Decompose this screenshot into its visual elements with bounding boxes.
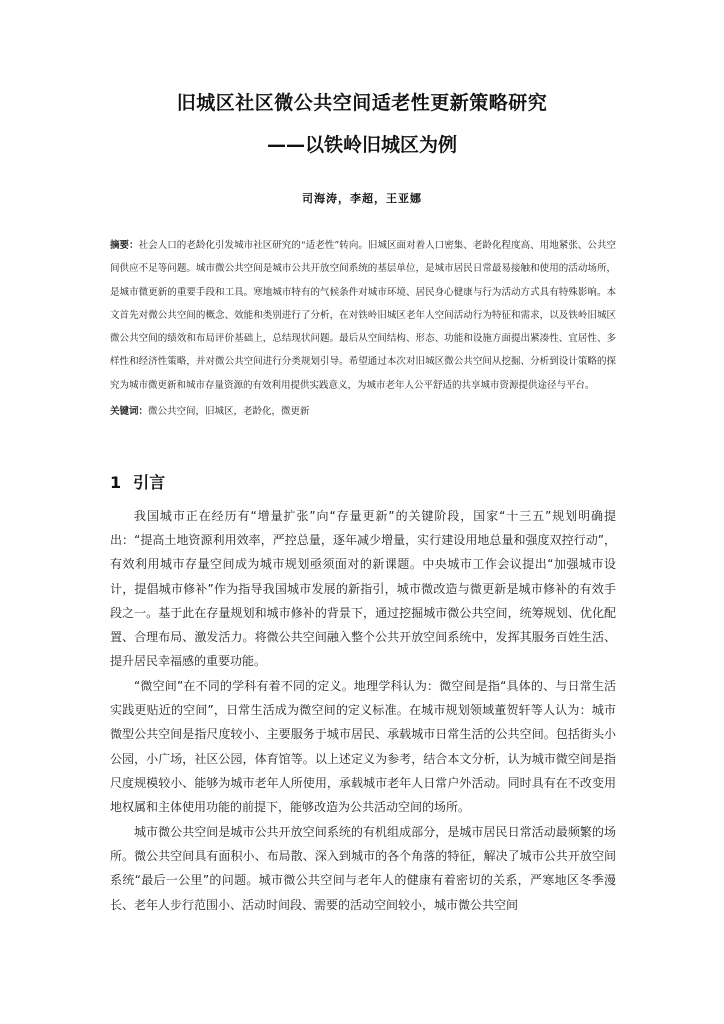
abstract <box>110 234 616 397</box>
abstract-text: 社会人口的老龄化引发城市社区研究的“适老性”转向。旧城区面对着人口密集、老龄化程度高、用地紧张、公共空间供应不足等问题。城市微公共空间是城市公共开放空间系统的基层单位，是城市居民日常最易接触和使用的活动场所，是城市微更新的重要手段和工具。寒地城市特有的气候条件对城市环境、居民身心健康与行为活动方式具有特殊影响。本文首先对微公共空间的概念、效能和类别进行了分析，在对铁岭旧城区老年人空间活动行为特征和需求，以及铁岭旧城区微公共空间的绩效和布局评价基础上，总结现状问题。最后从空间结构、形态、功能和设施方面提出紧凑性、宜居性、多样性和经济性策略，并对微公共空间进行分类规划引导。希望通过本次对旧城区微公共空间从挖掘、分析到设计策略的探究为城市微更新和城市存量资源的有效利用提供实践意义，为城市老年人公平舒适的共享城市资源提供途径与平台。 <box>110 240 616 391</box>
keywords <box>110 402 616 422</box>
keywords-label: 关键词： <box>110 406 149 417</box>
section-title: 引言 <box>133 473 166 492</box>
section-number: 1 <box>110 473 122 492</box>
body-paragraph-3: 城市微公共空间是城市公共开放空间系统的有机组成部分，是城市居民日常活动最频繁的场所。微公共空间具有面积小、布局散、深入到城市的各个角落的特征，解决了城市公共开放空间系统“最后一公里”的问题。城市微公共空间与老年人的健康有着密切的关系，严寒地区冬季漫长、老年人步行范围小、活动时间段、需要的活动空间较小，城市微公共空间 <box>110 825 616 912</box>
keywords-text: 微公共空间，旧城区，老龄化，微更新 <box>148 406 310 417</box>
paper-authors: 司海涛，李超，王亚娜 <box>302 192 422 205</box>
section-heading <box>110 470 165 493</box>
paper-subtitle: ——以铁岭旧城区为例 <box>266 134 457 156</box>
abstract-label: 摘要： <box>110 240 139 251</box>
body-paragraph-1: 我国城市正在经历有“增量扩张”向“存量更新”的关键阶段，国家“十三五”规划明确提出：“提高土地资源利用效率，严控总量，逐年减少增量，实行建设用地总量和强度双控行动”，有效利用城市存量空间成为城市规划亟须面对的新课题。中央城市工作会议提出“加强城市设计，提倡城市修补”作为指导我国城市发展的新指引，城市微改造与微更新是城市修补的有效手段之一。基于此在存量规划和城市修补的背景下，通过挖掘城市微公共空间，统筹规划、优化配置、合理布局、激发活力。将微公共空间融入整个公共开放空间系统中，发挥其服务百姓生活、提升居民幸福感的重要功能。 <box>110 509 616 669</box>
paper-title: 旧城区社区微公共空间适老性更新策略研究 <box>176 92 548 114</box>
body-paragraph-2: “微空间”在不同的学科有着不同的定义。地理学科认为：微空间是指“具体的、与日常生活实践更贴近的空间”，日常生活成为微空间的定义标准。在城市规划领域董贺轩等人认为：城市微型公共空间是指尺度较小、主要服务于城市居民、承载城市日常生活的公共空间。包括街头小公园，小广场，社区公园，体育馆等。以上述定义为参考，结合本文分析，认为城市微空间是指尺度规模较小、能够为城市老年人所使用，承载城市老年人日常户外活动。同时具有在不改变用地权属和主体使用功能的前提下，能够改造为公共活动空间的场所。 <box>110 679 616 815</box>
